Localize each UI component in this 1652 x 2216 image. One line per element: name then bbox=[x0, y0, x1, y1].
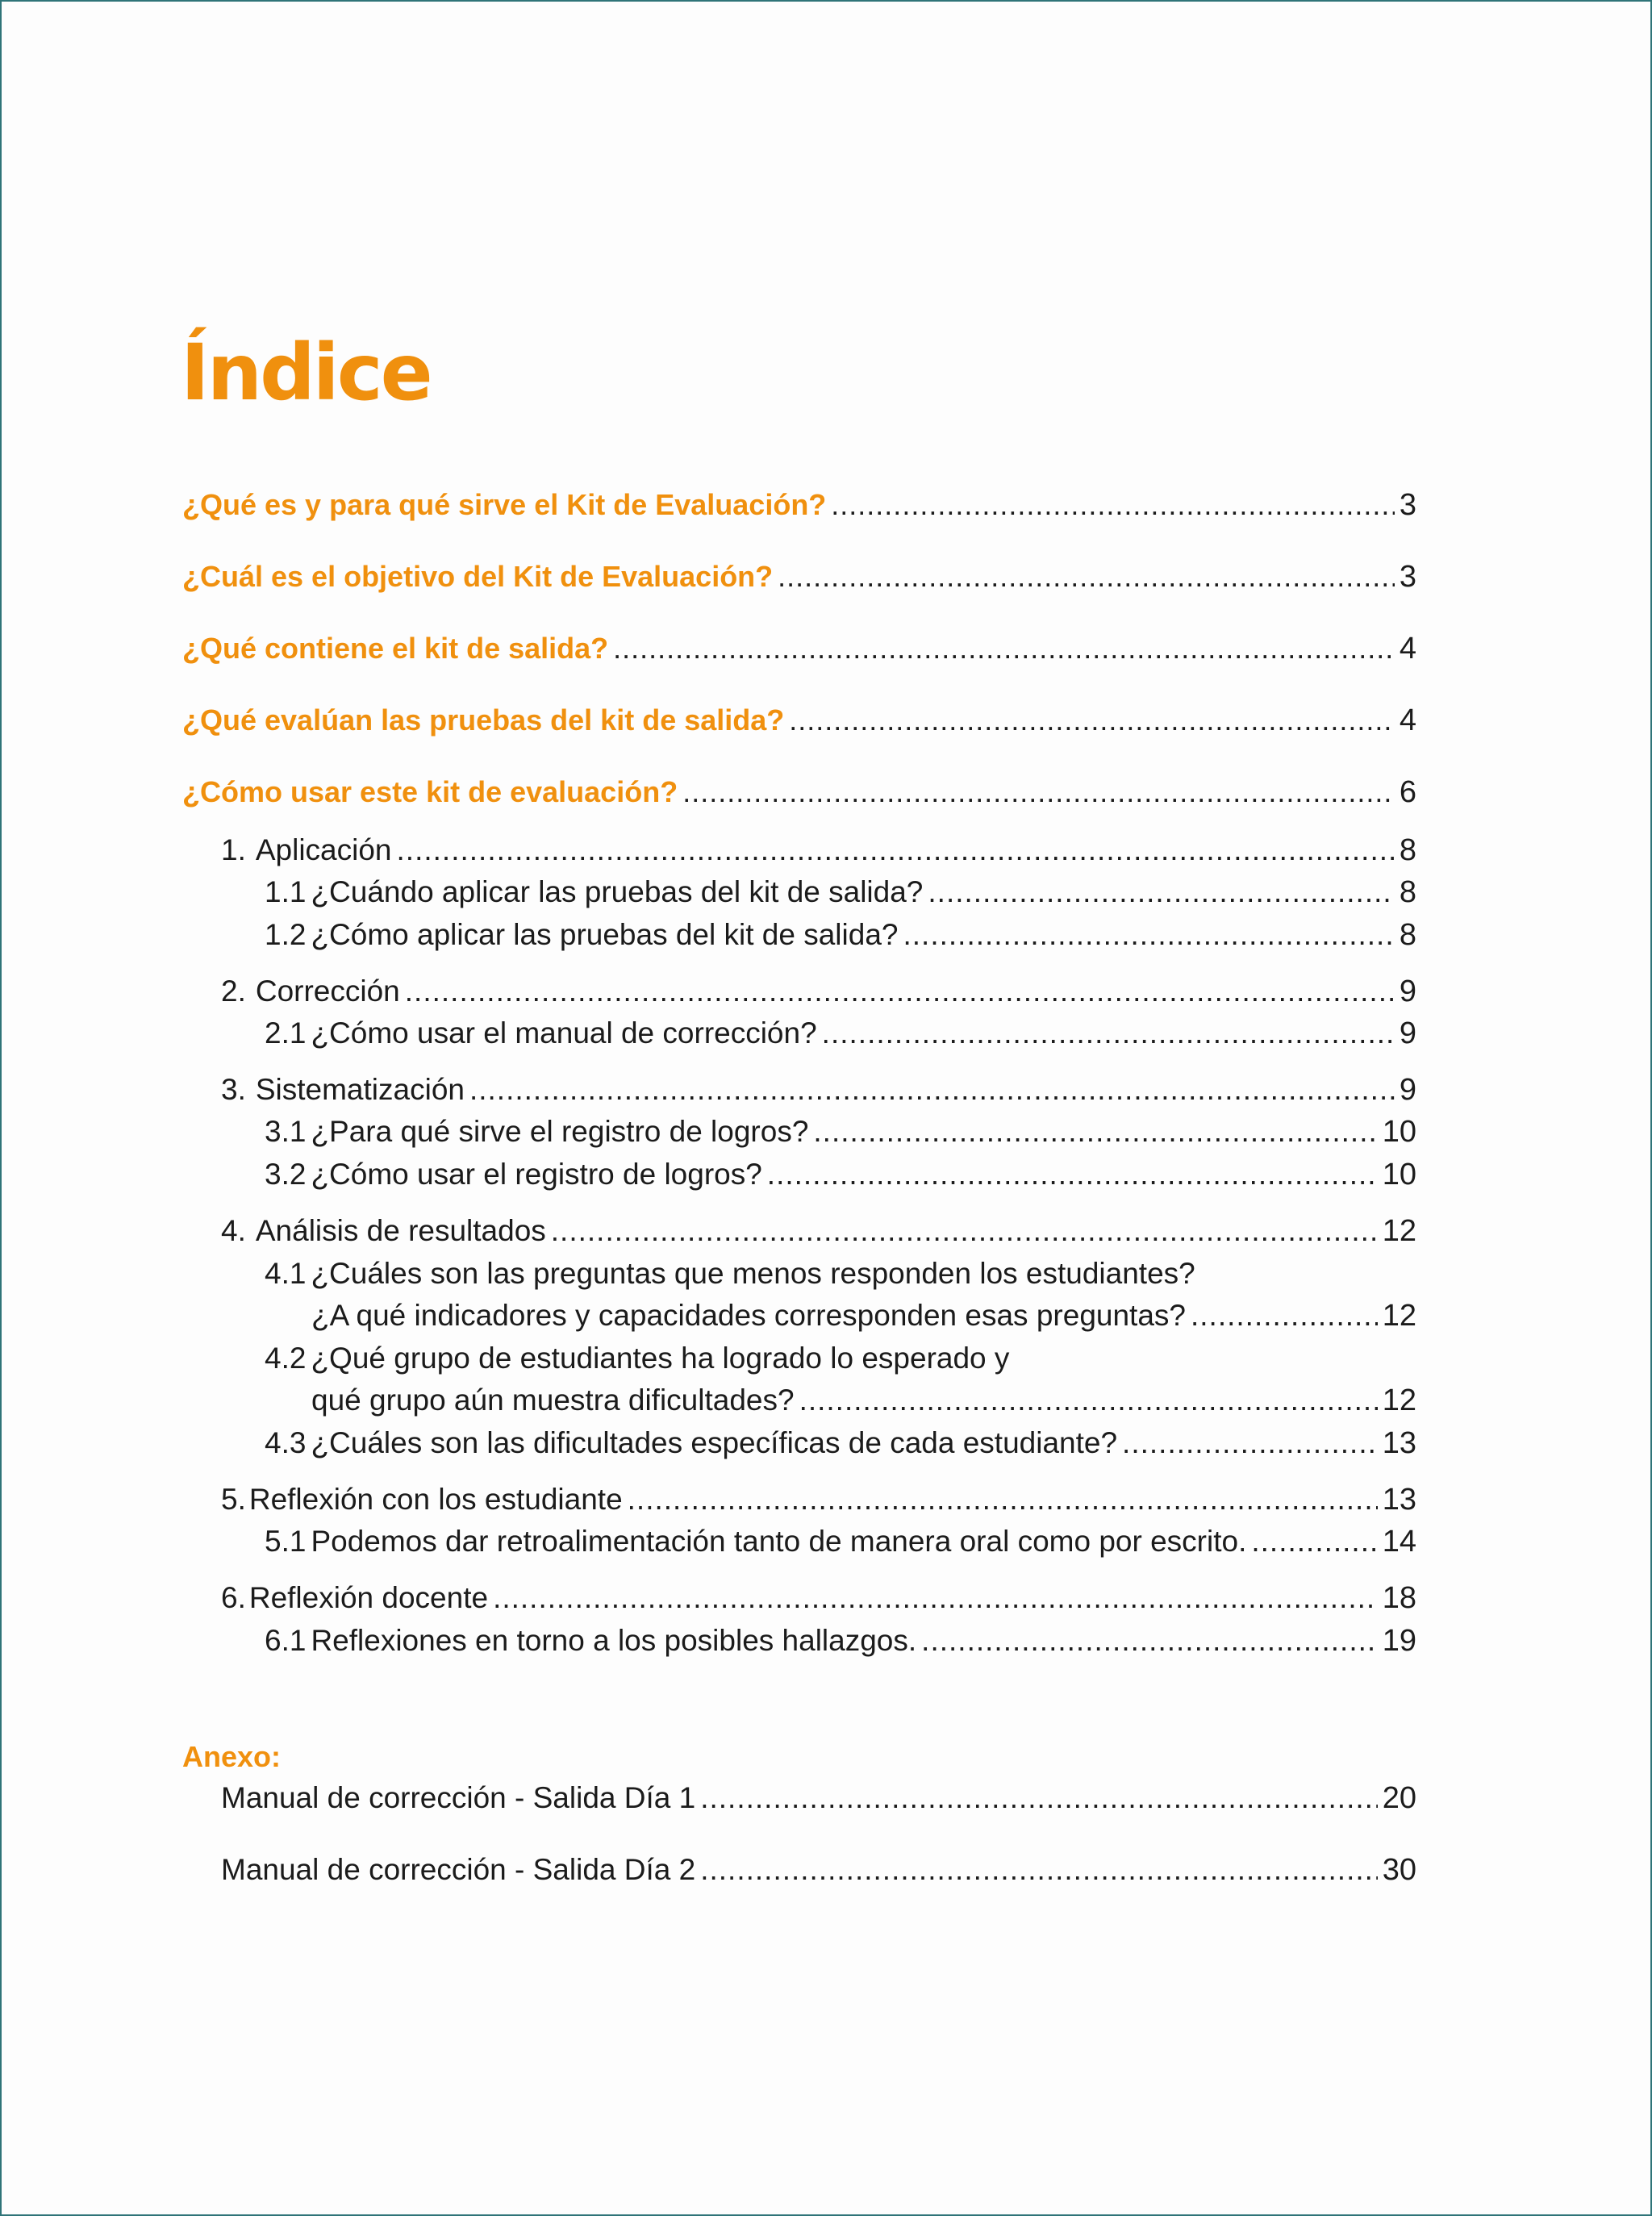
item-number: 6. bbox=[221, 1581, 246, 1614]
toc-item bbox=[221, 1212, 1416, 1250]
item-number: 2.1 bbox=[265, 1016, 307, 1050]
item-number: 3.1 bbox=[265, 1115, 307, 1148]
page-number: 9 bbox=[1399, 1016, 1416, 1050]
toc-subitem bbox=[265, 1339, 1009, 1378]
page-number: 9 bbox=[1399, 974, 1416, 1008]
item-number: 5. bbox=[221, 1483, 246, 1516]
item-text: Análisis de resultados bbox=[255, 1214, 546, 1247]
toc-subitem bbox=[265, 1254, 1195, 1293]
item-number: 4.1 bbox=[265, 1257, 307, 1290]
toc-section bbox=[182, 701, 1416, 740]
page-number: 4 bbox=[1399, 703, 1416, 737]
toc-subitem bbox=[265, 1155, 1416, 1194]
item-number: 5.1 bbox=[265, 1525, 307, 1558]
page-number: 20 bbox=[1382, 1781, 1416, 1815]
dot-leader bbox=[1122, 1424, 1378, 1463]
dot-leader bbox=[628, 1480, 1378, 1519]
toc-subitem bbox=[265, 916, 1416, 954]
toc-section-text: ¿Qué es y para qué sirve el Kit de Evaluación? bbox=[182, 488, 827, 521]
dot-leader bbox=[831, 486, 1395, 524]
page-number: 12 bbox=[1382, 1383, 1416, 1417]
dot-leader bbox=[613, 629, 1395, 668]
page-number: 10 bbox=[1382, 1158, 1416, 1191]
toc-section-text: ¿Cómo usar este kit de evaluación? bbox=[182, 775, 678, 808]
item-number: 1. bbox=[221, 833, 246, 866]
item-number: 2. bbox=[221, 974, 246, 1008]
item-text: Reflexión con los estudiante bbox=[248, 1483, 623, 1516]
item-text: Corrección bbox=[255, 974, 400, 1008]
dot-leader bbox=[778, 557, 1395, 596]
toc-subitem bbox=[265, 1424, 1416, 1463]
page-number: 14 bbox=[1382, 1525, 1416, 1559]
page-number: 3 bbox=[1399, 560, 1416, 594]
item-text: ¿Cómo usar el manual de corrección? bbox=[311, 1016, 817, 1050]
toc-subitem bbox=[265, 1014, 1416, 1053]
item-text: ¿Cómo usar el registro de logros? bbox=[311, 1158, 762, 1191]
page-number: 8 bbox=[1399, 833, 1416, 867]
toc-item bbox=[221, 1579, 1416, 1617]
toc-subitem-continuation bbox=[311, 1381, 1416, 1420]
item-number: 4.2 bbox=[265, 1342, 307, 1375]
dot-leader bbox=[469, 1070, 1395, 1109]
page-number: 19 bbox=[1382, 1624, 1416, 1658]
dot-leader bbox=[789, 701, 1395, 740]
toc-item bbox=[221, 831, 1416, 870]
toc-section bbox=[182, 486, 1416, 524]
dot-leader bbox=[700, 1779, 1378, 1817]
item-text: ¿Cuáles son las dificultades específicas de cada estudiante? bbox=[311, 1426, 1118, 1459]
page-number: 10 bbox=[1382, 1115, 1416, 1149]
item-text: Manual de corrección - Salida Día 1 bbox=[221, 1781, 696, 1814]
item-number: 3.2 bbox=[265, 1158, 307, 1191]
page-number: 18 bbox=[1382, 1581, 1416, 1615]
toc-section-text: ¿Cuál es el objetivo del Kit de Evaluación? bbox=[182, 560, 774, 593]
item-text: ¿Qué grupo de estudiantes ha logrado lo esperado y bbox=[311, 1342, 1010, 1375]
toc-subitem bbox=[265, 1112, 1416, 1151]
dot-leader bbox=[493, 1579, 1378, 1617]
item-text: ¿Cuándo aplicar las pruebas del kit de salida? bbox=[311, 875, 924, 908]
toc-item bbox=[221, 1070, 1416, 1109]
page-title: Índice bbox=[181, 328, 431, 418]
item-text: Manual de corrección - Salida Día 2 bbox=[221, 1853, 696, 1886]
item-text: Sistematización bbox=[255, 1073, 465, 1106]
dot-leader bbox=[682, 773, 1395, 812]
page-number: 30 bbox=[1382, 1853, 1416, 1887]
toc-section-text: ¿Qué contiene el kit de salida? bbox=[182, 632, 609, 665]
toc-section bbox=[182, 557, 1416, 596]
dot-leader bbox=[405, 972, 1395, 1011]
page-number: 8 bbox=[1399, 918, 1416, 952]
toc-subitem-continuation bbox=[311, 1296, 1416, 1335]
dot-leader bbox=[1191, 1296, 1378, 1335]
dot-leader bbox=[799, 1381, 1378, 1420]
annex-label: Anexo: bbox=[182, 1740, 282, 1773]
page-number: 12 bbox=[1382, 1214, 1416, 1248]
page-number: 13 bbox=[1382, 1426, 1416, 1460]
dot-leader bbox=[921, 1621, 1378, 1660]
item-number: 6.1 bbox=[265, 1624, 307, 1657]
page-number: 3 bbox=[1399, 488, 1416, 522]
item-text: Podemos dar retroalimentación tanto de manera oral como por escrito. bbox=[311, 1525, 1247, 1558]
annex-item bbox=[221, 1851, 1416, 1889]
item-number: 1.2 bbox=[265, 918, 307, 951]
dot-leader bbox=[813, 1112, 1377, 1151]
item-text: Aplicación bbox=[255, 833, 392, 866]
toc-section bbox=[182, 773, 1416, 812]
item-text: ¿Para qué sirve el registro de logros? bbox=[311, 1115, 809, 1148]
item-number: 1.1 bbox=[265, 875, 307, 908]
dot-leader bbox=[903, 916, 1394, 954]
item-text: Reflexiones en torno a los posibles hallazgos. bbox=[311, 1624, 917, 1657]
page-number: 12 bbox=[1382, 1299, 1416, 1333]
toc-item bbox=[221, 1480, 1416, 1519]
toc-section-text: ¿Qué evalúan las pruebas del kit de salida? bbox=[182, 703, 785, 737]
item-text: ¿Cómo aplicar las pruebas del kit de salida? bbox=[311, 918, 899, 951]
dot-leader bbox=[700, 1851, 1378, 1889]
item-text: Reflexión docente bbox=[248, 1581, 489, 1614]
toc-section bbox=[182, 629, 1416, 668]
dot-leader bbox=[928, 873, 1394, 912]
page-number: 9 bbox=[1399, 1073, 1416, 1107]
item-text: ¿Cuáles son las preguntas que menos responden los estudiantes? bbox=[311, 1257, 1195, 1290]
item-number: 4.3 bbox=[265, 1426, 307, 1459]
dot-leader bbox=[397, 831, 1395, 870]
dot-leader bbox=[551, 1212, 1378, 1250]
page-number: 8 bbox=[1399, 875, 1416, 909]
dot-leader bbox=[767, 1155, 1378, 1194]
item-text: qué grupo aún muestra dificultades? bbox=[311, 1383, 795, 1417]
dot-leader bbox=[1251, 1522, 1377, 1561]
dot-leader bbox=[822, 1014, 1395, 1053]
item-text: ¿A qué indicadores y capacidades corresponden esas preguntas? bbox=[311, 1299, 1186, 1332]
toc-subitem bbox=[265, 873, 1416, 912]
toc-subitem bbox=[265, 1522, 1416, 1561]
item-number: 3. bbox=[221, 1073, 246, 1106]
item-number: 4. bbox=[221, 1214, 246, 1247]
page-number: 6 bbox=[1399, 775, 1416, 809]
page-number: 4 bbox=[1399, 632, 1416, 666]
page-number: 13 bbox=[1382, 1483, 1416, 1517]
toc-item bbox=[221, 972, 1416, 1011]
annex-item bbox=[221, 1779, 1416, 1817]
toc-subitem bbox=[265, 1621, 1416, 1660]
